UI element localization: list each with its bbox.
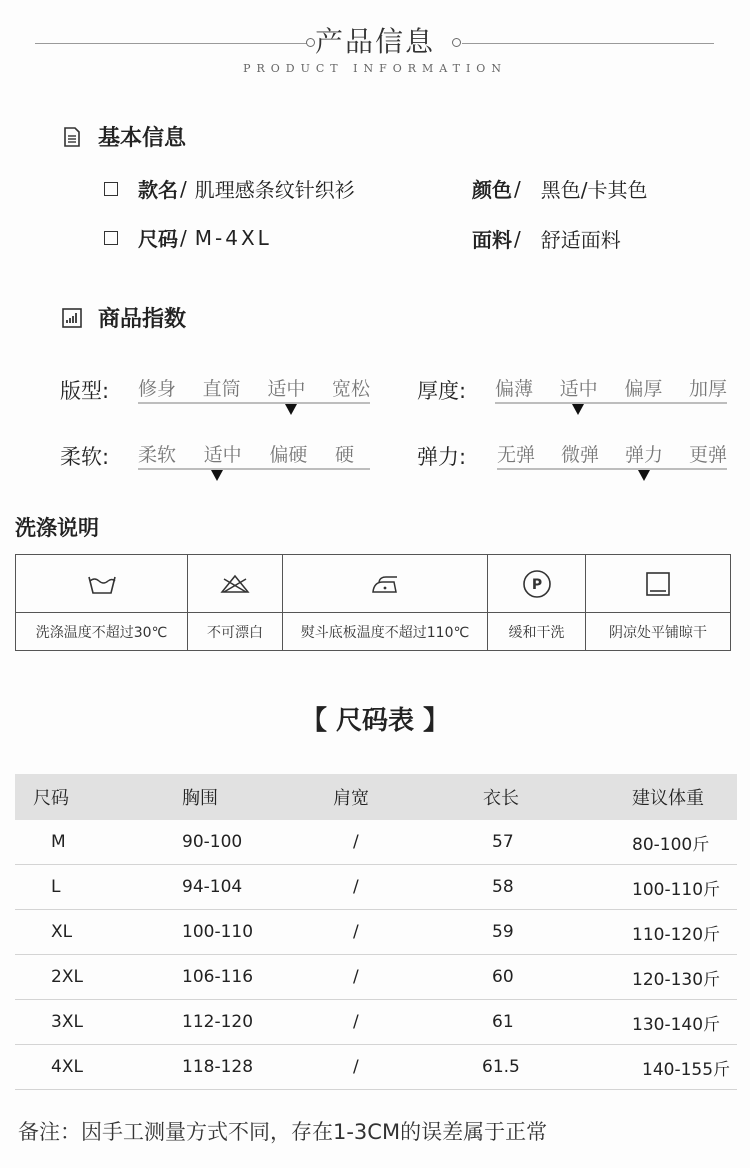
column-header: 尺码 [33,788,69,809]
table-cell: 61.5 [482,1057,520,1077]
checkbox-icon [104,182,118,196]
wash-cell [488,555,586,650]
scale-option: 加厚 [688,378,727,400]
scale-option: 直筒 [202,378,241,400]
wash-cell [586,555,730,650]
table-cell: 94-104 [182,877,243,897]
table-row [15,820,737,865]
table-cell: 110-120斤 [632,924,721,945]
scale-option: 无弹 [497,444,536,466]
table-cell: 58 [492,877,514,897]
column-header: 建议体重 [632,788,704,809]
scale-bar [138,402,370,404]
info-key: 面料 [472,228,512,252]
scale-option: 偏厚 [624,378,663,400]
scale-label-thickness: 厚度: [417,379,467,403]
info-value: 黑色/卡其色 [540,178,648,202]
scale-option: 适中 [559,378,598,400]
info-sep: / [514,176,521,201]
table-row [15,1000,737,1045]
scale-pointer-icon [211,470,223,481]
table-cell: XL [51,922,73,942]
scale-bar [138,468,370,470]
info-sep: / [180,176,187,201]
size-table [15,774,737,1090]
table-cell: 3XL [51,1012,83,1032]
scale-option: 硬 [334,444,354,466]
table-cell: / [353,1057,359,1077]
size-table-header [15,774,737,820]
wash-text: 不可漂白 [207,624,263,641]
table-cell: 100-110斤 [632,879,721,900]
table-cell: 59 [492,922,514,942]
wash-table [15,554,731,651]
table-cell: 140-155斤 [642,1059,731,1080]
table-row [15,865,737,910]
wash-30-icon [87,573,117,595]
table-cell: 57 [492,832,514,852]
scale-option: 适中 [267,378,306,400]
info-value: M-4XL [194,225,272,250]
table-cell: 106-116 [182,967,254,987]
table-cell: 90-100 [182,832,243,852]
table-cell: / [353,967,359,987]
table-cell: 80-100斤 [632,834,710,855]
table-cell: 60 [492,967,514,987]
wash-title: 洗涤说明 [15,516,99,540]
scale-pointer-icon [638,470,650,481]
wash-cell [188,555,283,650]
info-item-fabric [472,224,621,253]
scale-pointer-icon [285,404,297,415]
scale-option: 偏薄 [495,378,534,400]
column-header: 胸围 [182,788,218,809]
table-cell: 120-130斤 [632,969,721,990]
table-cell: 61 [492,1012,514,1032]
scale-option: 弹力 [624,444,663,466]
wash-text: 熨斗底板温度不超过110℃ [300,624,470,641]
info-key: 款名 [138,178,178,202]
dry-clean-p-icon [522,569,552,599]
scale-option: 修身 [138,378,177,400]
scale-bar [497,468,727,470]
scale-option: 微弹 [560,444,599,466]
info-item-style [104,174,355,203]
table-cell: 100-110 [182,922,254,942]
scale-label-fit: 版型: [60,379,110,403]
wash-text: 阴凉处平铺晾干 [609,624,707,641]
scale-softness [138,440,370,480]
table-row [15,910,737,955]
info-value: 舒适面料 [540,228,621,252]
size-table-title: 【 尺码表 】 [300,706,450,736]
index-title: 商品指数 [98,307,187,332]
table-cell: 118-128 [182,1057,254,1077]
table-cell: M [51,832,66,852]
table-cell: 2XL [51,967,83,987]
table-cell: / [353,922,359,942]
table-cell: 112-120 [182,1012,254,1032]
column-header: 衣长 [483,788,519,809]
info-key: 颜色 [472,178,512,202]
page-title: 产品信息 [314,25,435,58]
scale-option: 偏硬 [269,444,308,466]
column-header: 肩宽 [333,788,369,809]
bar-chart-icon [62,308,82,328]
wash-cell [16,555,188,650]
info-sep: / [180,225,187,250]
dry-flat-shade-icon [645,571,671,597]
iron-icon [370,573,400,595]
scale-label-softness: 柔软: [60,445,110,469]
info-value: 肌理感条纹针织衫 [194,178,355,202]
table-row [15,955,737,1000]
scale-fit [138,374,370,414]
page-subtitle: PRODUCT INFORMATION [243,62,507,75]
scale-stretch [497,440,727,480]
no-bleach-icon [219,573,251,595]
table-cell: L [51,877,61,897]
table-row [15,1045,737,1090]
scale-option: 适中 [203,444,242,466]
scale-bar [495,402,727,404]
checkbox-icon [104,231,118,245]
wash-text: 洗涤温度不超过30℃ [35,624,168,641]
scale-option: 更弹 [688,444,727,466]
scale-label-stretch: 弹力: [417,445,467,469]
document-icon [62,127,82,147]
table-cell: / [353,1012,359,1032]
scale-option: 宽松 [331,378,370,400]
wash-cell [283,555,488,650]
index-section-title [62,302,186,333]
size-note: 备注：因手工测量方式不同，存在1-3CM的误差属于正常 [18,1120,548,1144]
scale-pointer-icon [572,404,584,415]
info-key: 尺码 [138,227,178,251]
wash-text: 缓和干洗 [508,624,565,641]
table-cell: / [353,877,359,897]
basic-info-title: 基本信息 [98,126,187,151]
info-item-size [104,223,272,252]
info-item-color [472,174,648,203]
scale-thickness [495,374,727,414]
table-cell: / [353,832,359,852]
table-cell: 4XL [51,1057,83,1077]
basic-info-section-title [62,121,186,152]
scale-option: 柔软 [138,444,177,466]
dry-clean-p-letter: P [531,576,542,593]
table-cell: 130-140斤 [632,1014,721,1035]
info-sep: / [514,226,521,251]
